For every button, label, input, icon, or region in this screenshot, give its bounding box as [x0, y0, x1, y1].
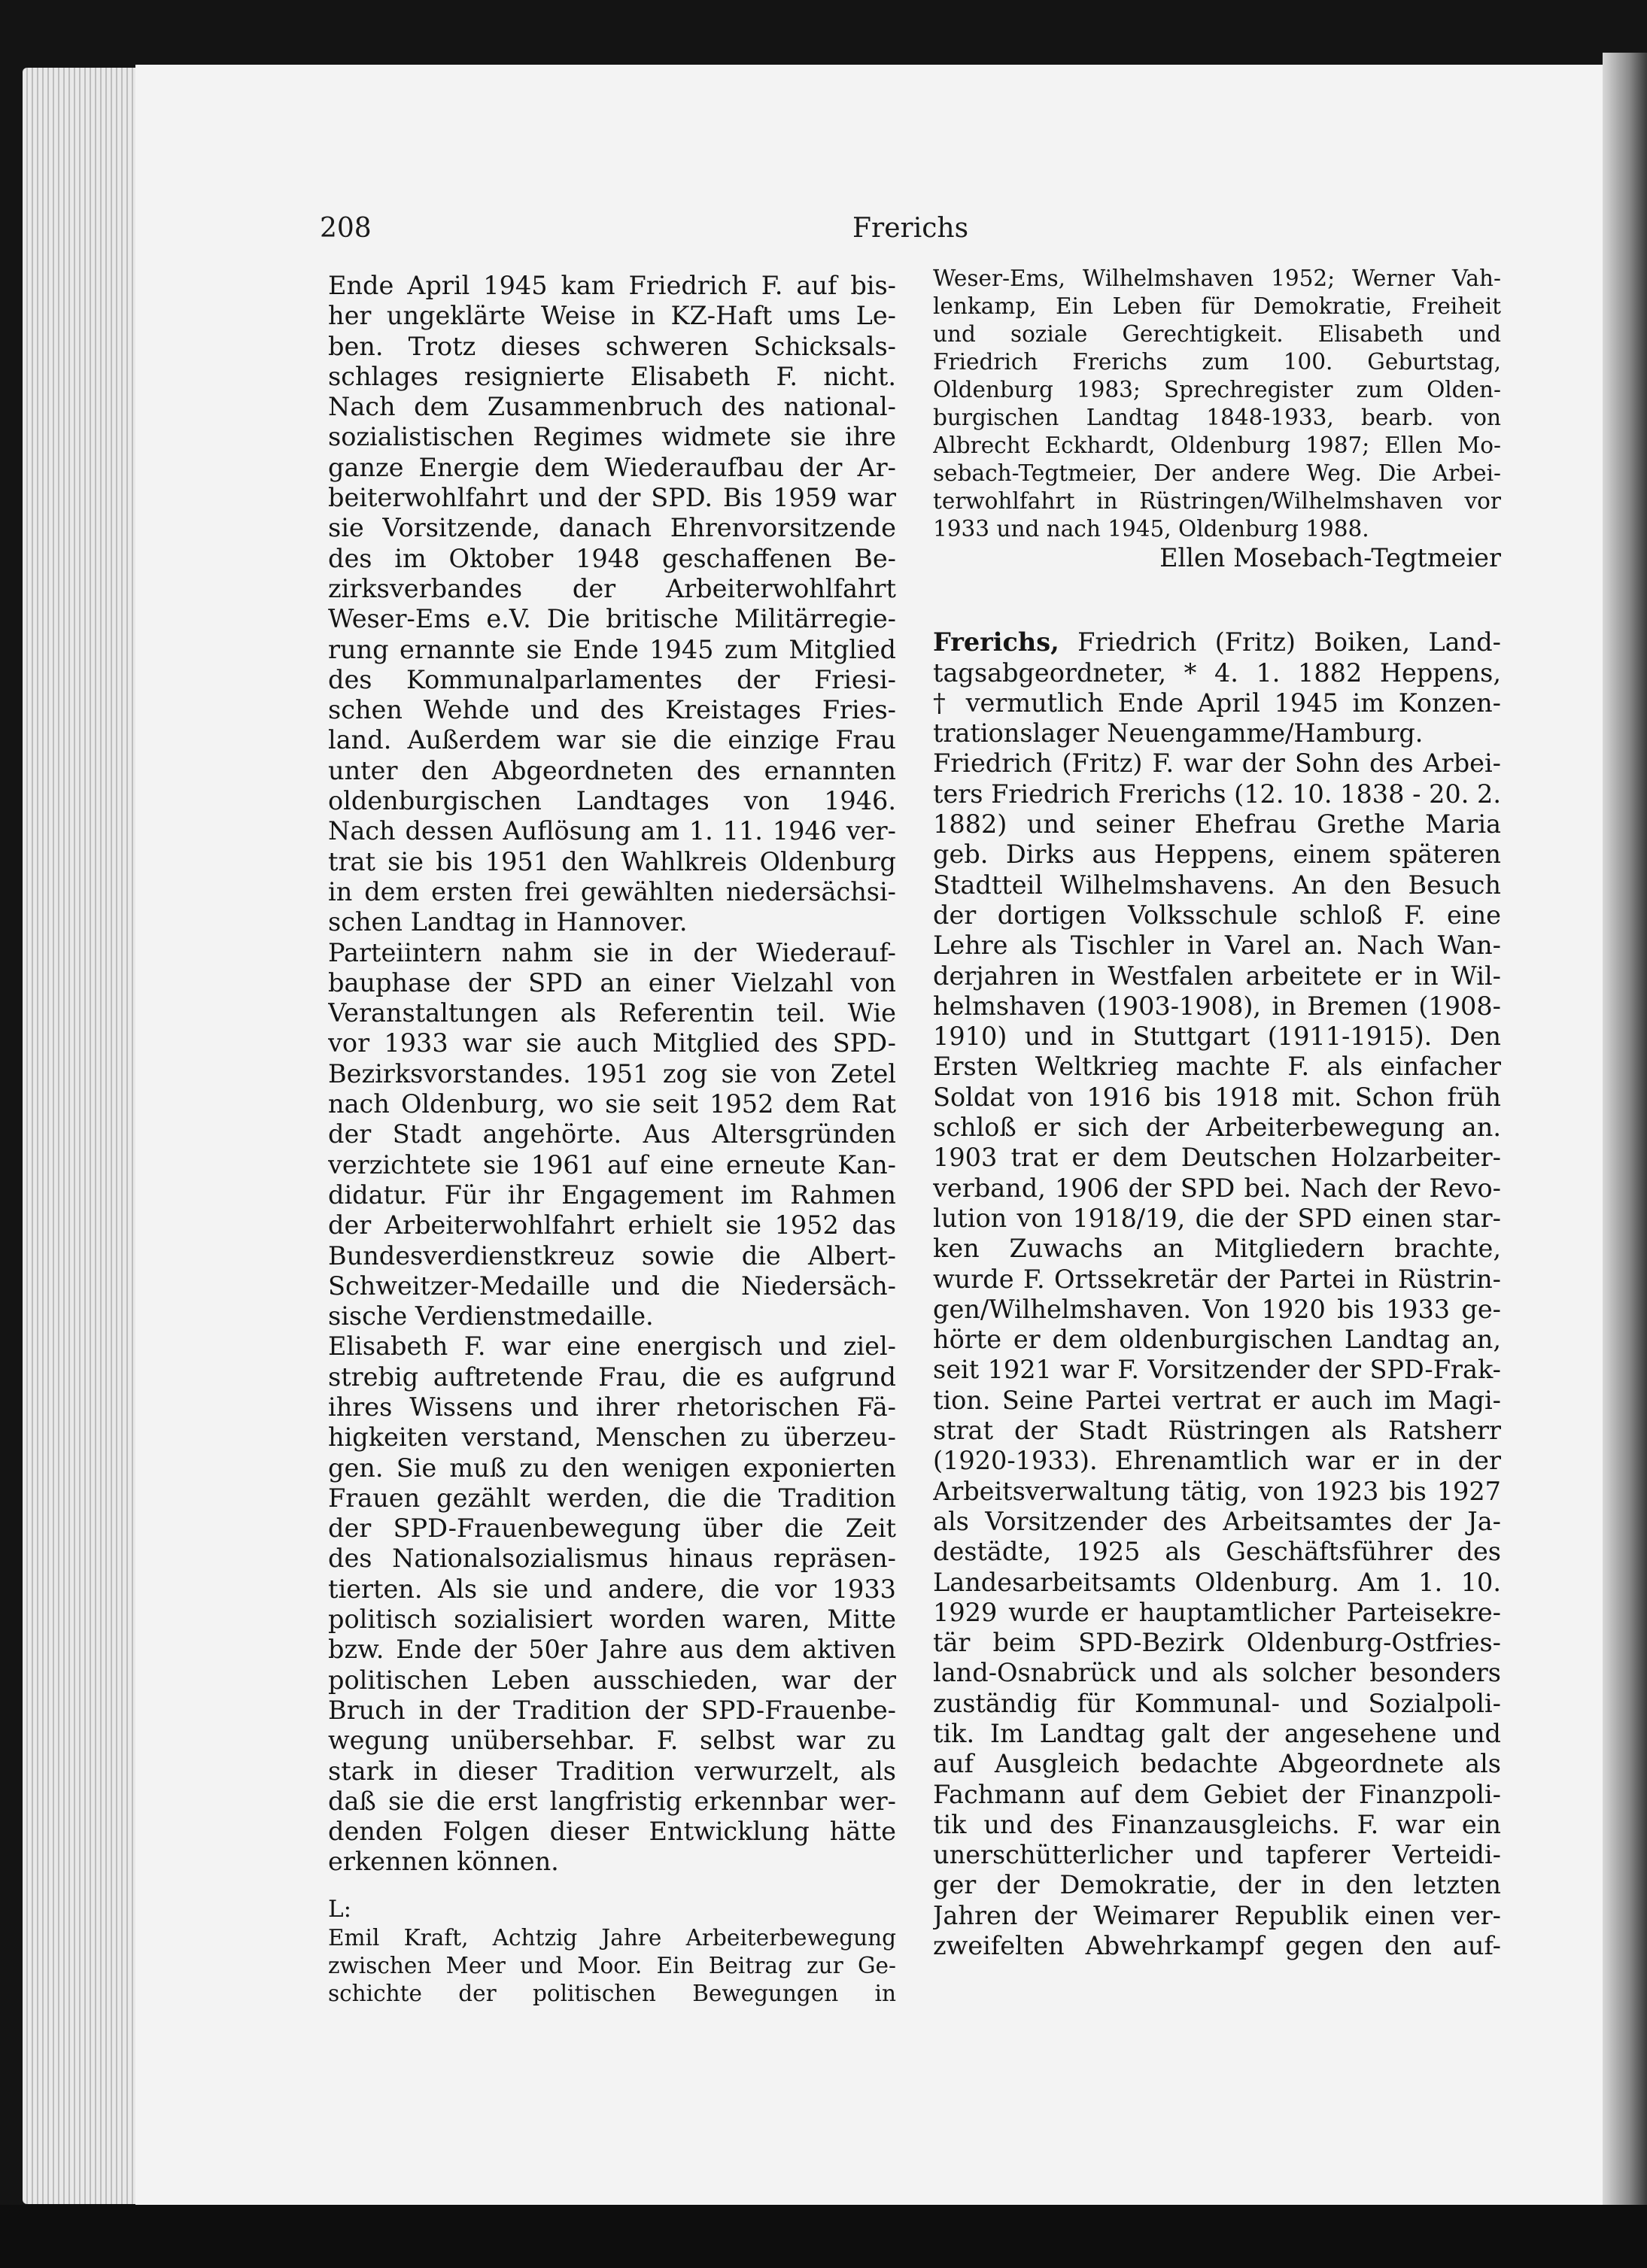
text-line: gen. Sie muß zu den wenigen exponierten [328, 1453, 896, 1483]
text-line: nach Oldenburg, wo sie seit 1952 dem Rat [328, 1089, 896, 1119]
text-line: Soldat von 1916 bis 1918 mit. Schon früh [933, 1082, 1501, 1112]
text-line: strat der Stadt Rüstringen als Ratsherr [933, 1416, 1501, 1446]
text-line: ben. Trotz dieses schweren Schicksals- [328, 331, 896, 361]
text-line: sebach-Tegtmeier, Der andere Weg. Die Arbei- [933, 460, 1501, 486]
literature-label: L: [328, 1895, 352, 1923]
text-line: ger der Demokratie, der in den letzten [933, 1870, 1501, 1900]
text-line: lenkamp, Ein Leben für Demokratie, Freiheit [933, 293, 1501, 319]
text-line: ken Zuwachs an Mitgliedern brachte, [933, 1234, 1501, 1264]
text-line: des im Oktober 1948 geschaffenen Be- [328, 543, 896, 573]
text-line: Parteiintern nahm sie in der Wiederauf- [328, 937, 896, 967]
text-line: ters Friedrich Frerichs (12. 10. 1838 - 20. 2. [933, 779, 1501, 809]
text-line: schloß er sich der Arbeiterbewegung an. [933, 1113, 1501, 1143]
text-line: wegung unübersehbar. F. selbst war zu [328, 1726, 896, 1756]
text-line: Landesarbeitsamts Oldenburg. Am 1. 10. [933, 1567, 1501, 1597]
paragraph-elisabeth-postwar [328, 271, 896, 938]
entry-heading [933, 627, 1501, 748]
text-line: tik. Im Landtag galt der angesehene und [933, 1718, 1501, 1748]
text-line: lution von 1918/19, die der SPD einen star- [933, 1203, 1501, 1233]
text-line: Weser-Ems, Wilhelmshaven 1952; Werner Vah- [933, 266, 1501, 291]
text-line: geb. Dirks aus Heppens, einem späteren [933, 839, 1501, 870]
text-line: higkeiten verstand, Menschen zu überzeu- [328, 1422, 896, 1453]
text-line: Schweitzer-Medaille und die Niedersäch- [328, 1271, 896, 1301]
text-line: bauphase der SPD an einer Vielzahl von [328, 967, 896, 997]
text-line: rung ernannte sie Ende 1945 zum Mitglied [328, 634, 896, 664]
text-line: destädte, 1925 als Geschäftsführer des [933, 1537, 1501, 1567]
text-line: zirksverbandes der Arbeiterwohlfahrt [328, 573, 896, 603]
text-line: didatur. Für ihr Engagement im Rahmen [328, 1180, 896, 1210]
text-line: Albrecht Eckhardt, Oldenburg 1987; Ellen Mo- [933, 433, 1501, 458]
text-line: denden Folgen dieser Entwicklung hätte [328, 1817, 896, 1847]
entry-heading-line: † vermutlich Ende April 1945 im Konzen- [933, 688, 1501, 718]
page-gutter-shadow [1603, 53, 1647, 2212]
text-line: politisch sozialisiert worden waren, Mitte [328, 1605, 896, 1635]
text-line: Weser-Ems e.V. Die britische Militärregie- [328, 604, 896, 634]
text-line: in dem ersten frei gewählten niedersächsi- [328, 876, 896, 906]
text-line: derjahren in Westfalen arbeitete er in Wil- [933, 961, 1501, 991]
text-line: oldenburgischen Landtages von 1946. [328, 786, 896, 816]
text-line: Nach dessen Auflösung am 1. 11. 1946 ver- [328, 816, 896, 846]
text-line: verzichtete sie 1961 auf eine erneute Kan- [328, 1149, 896, 1180]
text-line: 1882) und seiner Ehefrau Grethe Maria [933, 809, 1501, 839]
right-column [933, 265, 1501, 1961]
text-line: stark in dieser Tradition verwurzelt, als [328, 1756, 896, 1786]
text-line: her ungeklärte Weise in KZ-Haft ums Le- [328, 301, 896, 331]
text-line: vor 1933 war sie auch Mitglied des SPD- [328, 1028, 896, 1058]
text-line: burgischen Landtag 1848-1933, bearb. von [933, 405, 1501, 430]
text-line: erkennen können. [328, 1847, 559, 1877]
text-line: unerschütterlicher und tapferer Verteidi- [933, 1840, 1501, 1870]
text-line: land-Osnabrück und als solcher besonders [933, 1658, 1501, 1688]
text-line: schichte der politischen Bewegungen in [328, 1981, 896, 2007]
text-line: trat sie bis 1951 den Wahlkreis Oldenburg [328, 846, 896, 876]
text-line: 1933 und nach 1945, Oldenburg 1988. [933, 516, 1369, 542]
text-line: Ersten Weltkrieg machte F. als einfacher [933, 1052, 1501, 1082]
literature-list [328, 1924, 896, 2008]
text-line: politischen Leben ausschieden, war der [328, 1665, 896, 1695]
dark-background [0, 2205, 1647, 2268]
text-line: schen Landtag in Hannover. [328, 907, 688, 937]
paragraph-assessment [328, 1331, 896, 1877]
text-line: 1929 wurde er hauptamtlicher Parteisekre- [933, 1597, 1501, 1627]
entry-names: Friedrich (Fritz) Boiken, Land- [1059, 627, 1501, 657]
text-line: verband, 1906 der SPD bei. Nach der Revo- [933, 1173, 1501, 1203]
page-number: 208 [320, 213, 372, 244]
literature-list-continued [933, 265, 1501, 543]
text-line: der dortigen Volksschule schloß F. eine [933, 900, 1501, 930]
text-line: Stadtteil Wilhelmshavens. An den Besuch [933, 870, 1501, 900]
text-line: Frauen gezählt werden, die die Tradition [328, 1483, 896, 1513]
text-line: Ende April 1945 kam Friedrich F. auf bis- [328, 271, 896, 300]
text-line: Jahren der Weimarer Republik einen ver- [933, 1900, 1501, 1930]
text-line: bzw. Ende der 50er Jahre aus dem aktiven [328, 1635, 896, 1665]
text-line: daß sie die erst langfristig erkennbar wer- [328, 1786, 896, 1816]
text-line: Bezirksvorstandes. 1951 zog sie von Zetel [328, 1058, 896, 1088]
text-line: gen/Wilhelmshaven. Von 1920 bis 1933 ge- [933, 1294, 1501, 1324]
text-line: Lehre als Tischler in Varel an. Nach Wan- [933, 931, 1501, 961]
text-line: 1910) und in Stuttgart (1911-1915). Den [933, 1022, 1501, 1052]
text-line: ihres Wissens und ihrer rhetorischen Fä- [328, 1392, 896, 1422]
text-line: land. Außerdem war sie die einzige Frau [328, 725, 896, 755]
text-line: Bruch in der Tradition der SPD-Frauenbe- [328, 1695, 896, 1725]
text-line: als Vorsitzender des Arbeitsamtes der Ja- [933, 1506, 1501, 1536]
text-line: zweifelten Abwehrkampf gegen den auf- [933, 1931, 1501, 1961]
text-line: Friedrich Frerichs zum 100. Geburtstag, [933, 349, 1501, 375]
text-line: beiterwohlfahrt und der SPD. Bis 1959 war [328, 483, 896, 513]
text-line: des Kommunalparlamentes der Friesi- [328, 664, 896, 694]
text-line: ganze Energie dem Wiederaufbau der Ar- [328, 452, 896, 482]
text-line: sie Vorsitzende, danach Ehrenvorsitzende [328, 513, 896, 543]
text-line: Emil Kraft, Achtzig Jahre Arbeiterbewegung [328, 1925, 896, 1951]
text-line: tion. Seine Partei vertrat er auch im Magi- [933, 1385, 1501, 1415]
text-line: Friedrich (Fritz) F. war der Sohn des Arbei- [933, 748, 1501, 779]
text-line: Veranstaltungen als Referentin teil. Wie [328, 998, 896, 1028]
text-line: Fachmann auf dem Gebiet der Finanzpoli- [933, 1779, 1501, 1809]
entry-surname: Frerichs, [933, 627, 1059, 657]
text-line: auf Ausgleich bedachte Abgeordnete als [933, 1749, 1501, 1779]
text-line: hörte er dem oldenburgischen Landtag an, [933, 1325, 1501, 1355]
text-line: Bundesverdienstkreuz sowie die Albert- [328, 1240, 896, 1271]
entry-heading-line: trationslager Neuengamme/Hamburg. [933, 718, 1424, 748]
text-line: Nach dem Zusammenbruch des national- [328, 392, 896, 422]
text-line: zuständig für Kommunal- und Sozialpoli- [933, 1688, 1501, 1718]
entry-heading-line: tagsabgeordneter, * 4. 1. 1882 Heppens, [933, 657, 1501, 688]
text-line: tik und des Finanzausgleichs. F. war ein [933, 1809, 1501, 1839]
text-line: der Stadt angehörte. Aus Altersgründen [328, 1119, 896, 1149]
text-line: (1920-1933). Ehrenamtlich war er in der [933, 1446, 1501, 1476]
entry-body [933, 748, 1501, 1961]
text-line: Oldenburg 1983; Sprechregister zum Olden- [933, 377, 1501, 402]
text-line: Elisabeth F. war eine energisch und ziel- [328, 1331, 896, 1362]
text-line: wurde F. Ortssekretär der Partei in Rüstrin- [933, 1264, 1501, 1294]
text-line: terwohlfahrt in Rüstringen/Wilhelmshaven vor [933, 488, 1501, 514]
text-line: strebig auftretende Frau, die es aufgrund [328, 1362, 896, 1392]
text-line: sozialistischen Regimes widmete sie ihre [328, 422, 896, 452]
text-line: tär beim SPD-Bezirk Oldenburg-Ostfries- [933, 1628, 1501, 1658]
text-line: schlages resignierte Elisabeth F. nicht. [328, 361, 896, 391]
text-line: zwischen Meer und Moor. Ein Beitrag zur Ge- [328, 1953, 896, 1979]
text-line: tierten. Als sie und andere, die vor 1933 [328, 1574, 896, 1604]
running-title: Frerichs [852, 213, 969, 244]
text-line: schen Wehde und des Kreistages Fries- [328, 695, 896, 725]
text-line: helmshaven (1903-1908), in Bremen (1908- [933, 991, 1501, 1021]
left-column [328, 271, 896, 2008]
text-line: der Arbeiterwohlfahrt erhielt sie 1952 das [328, 1210, 896, 1240]
text-line: des Nationalsozialismus hinaus repräsen- [328, 1544, 896, 1574]
paragraph-party-work [328, 938, 896, 1332]
text-line: 1903 trat er dem Deutschen Holzarbeiter- [933, 1143, 1501, 1173]
text-line: seit 1921 war F. Vorsitzender der SPD-Frak- [933, 1355, 1501, 1385]
text-line: und soziale Gerechtigkeit. Elisabeth und [933, 321, 1501, 347]
text-line: der SPD-Frauenbewegung über die Zeit [328, 1514, 896, 1544]
text-line: sische Verdienstmedaille. [328, 1301, 654, 1331]
article-author: Ellen Mosebach-Tegtmeier [1159, 543, 1501, 572]
text-line: unter den Abgeordneten des ernannten [328, 755, 896, 785]
text-line: Arbeitsverwaltung tätig, von 1923 bis 1927 [933, 1476, 1501, 1506]
